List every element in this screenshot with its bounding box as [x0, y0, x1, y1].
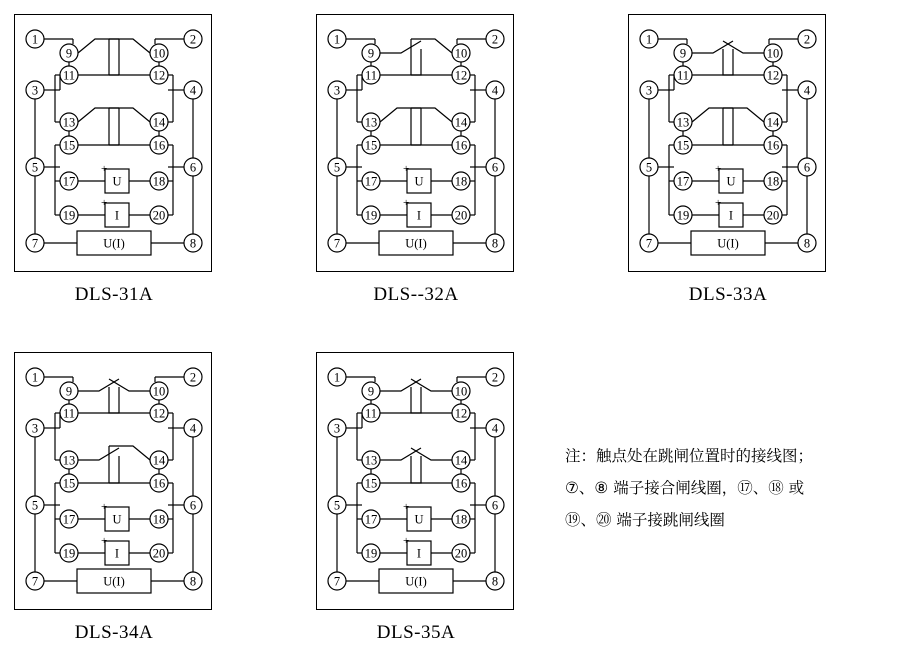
contact-pair-mid-right — [723, 108, 764, 145]
terminal-label-right-8: 8 — [491, 574, 499, 589]
terminal-label-right-4: 4 — [491, 83, 499, 98]
contact-pair-top-left — [692, 41, 733, 75]
relay-diagram-dls-31a — [14, 14, 214, 306]
relay-diagram-dls-35a — [316, 352, 516, 644]
terminal-label-right-20: 20 — [152, 546, 166, 561]
voltage-coil-label: U — [112, 512, 122, 527]
terminal-label-left-13: 13 — [62, 453, 76, 468]
terminal-label-right-16: 16 — [454, 476, 468, 491]
terminal-label-right-6: 6 — [491, 160, 499, 175]
terminal-label-right-18: 18 — [454, 512, 468, 527]
terminal-label-right-8: 8 — [491, 236, 499, 251]
terminal-label-left-13: 13 — [364, 115, 378, 130]
terminal-label-left-11: 11 — [364, 406, 378, 421]
terminal-label-right-10: 10 — [454, 384, 468, 399]
bottom-coil-label: U(I) — [103, 574, 125, 589]
terminal-label-right-2: 2 — [189, 370, 197, 385]
plus-sign-current: + — [101, 197, 108, 209]
contact-pair-mid-left — [692, 108, 733, 145]
terminal-label-left-15: 15 — [62, 138, 76, 153]
relay-panel-dls-32a — [316, 14, 514, 272]
terminal-label-left-7: 7 — [645, 236, 653, 251]
terminal-label-right-6: 6 — [189, 498, 197, 513]
terminal-label-right-14: 14 — [766, 115, 780, 130]
contact-pair-mid-right — [411, 108, 452, 145]
bottom-coil-label: U(I) — [405, 236, 427, 251]
terminal-label-right-14: 14 — [152, 115, 166, 130]
note-line-2: ⑦、⑧ 端子接合闸线圈，⑰、⑱ 或 — [565, 479, 805, 497]
terminal-label-right-12: 12 — [152, 68, 166, 83]
terminal-label-left-1: 1 — [31, 370, 39, 385]
plus-sign-voltage: + — [101, 163, 108, 175]
bottom-coil-label: U(I) — [103, 236, 125, 251]
contact-pair-mid-right — [109, 446, 150, 483]
contact-pair-mid-left — [380, 108, 421, 145]
note-line-1: 注：触点处在跳闸位置时的接线图； — [565, 447, 814, 465]
diagram-caption-dls-35a: DLS-35A — [376, 622, 456, 643]
contact-pair-top-right — [109, 39, 150, 75]
terminal-label-right-10: 10 — [152, 384, 166, 399]
terminal-label-right-2: 2 — [491, 370, 499, 385]
contact-pair-top-right — [411, 379, 452, 413]
terminal-label-right-4: 4 — [491, 421, 499, 436]
terminal-label-right-8: 8 — [803, 236, 811, 251]
plus-sign-voltage: + — [715, 163, 722, 175]
terminal-label-right-20: 20 — [454, 546, 468, 561]
note-line-3: ⑲、⑳ 端子接跳闸线圈 — [565, 511, 725, 529]
terminal-label-right-10: 10 — [454, 46, 468, 61]
terminal-label-right-14: 14 — [454, 115, 468, 130]
terminal-label-left-5: 5 — [31, 160, 39, 175]
terminal-label-left-3: 3 — [31, 421, 39, 436]
relay-diagram-dls-33a — [628, 14, 828, 306]
diagram-caption-dls-31a: DLS-31A — [74, 284, 154, 305]
contact-pair-top-left — [78, 39, 119, 75]
terminal-label-left-1: 1 — [333, 32, 341, 47]
plus-sign-voltage: + — [403, 163, 410, 175]
terminal-label-left-17: 17 — [364, 512, 378, 527]
terminal-label-left-15: 15 — [364, 476, 378, 491]
terminal-label-right-12: 12 — [454, 406, 468, 421]
terminal-label-right-18: 18 — [152, 512, 166, 527]
relay-panel-dls-33a — [628, 14, 826, 272]
terminal-label-right-14: 14 — [152, 453, 166, 468]
terminal-label-left-19: 19 — [364, 546, 378, 561]
current-coil-label: I — [416, 546, 422, 561]
contact-pair-mid-right — [411, 448, 452, 483]
terminal-label-left-15: 15 — [676, 138, 690, 153]
diagram-caption-dls-34a: DLS-34A — [74, 622, 154, 643]
terminal-label-left-3: 3 — [31, 83, 39, 98]
terminal-label-left-5: 5 — [645, 160, 653, 175]
terminal-label-left-13: 13 — [62, 115, 76, 130]
plus-sign-voltage: + — [403, 501, 410, 513]
terminal-label-left-3: 3 — [645, 83, 653, 98]
terminal-label-right-4: 4 — [189, 421, 197, 436]
voltage-coil-label: U — [112, 174, 122, 189]
current-coil-label: I — [728, 208, 734, 223]
terminal-label-left-3: 3 — [333, 421, 341, 436]
terminal-label-right-18: 18 — [454, 174, 468, 189]
contact-pair-top-left — [380, 41, 421, 75]
terminal-label-left-9: 9 — [679, 46, 687, 61]
contact-pair-top-left — [78, 379, 119, 413]
voltage-coil-label: U — [414, 512, 424, 527]
terminal-label-left-1: 1 — [645, 32, 653, 47]
terminal-label-right-12: 12 — [152, 406, 166, 421]
contact-pair-top-left — [380, 379, 421, 413]
terminal-label-right-18: 18 — [152, 174, 166, 189]
terminal-label-right-8: 8 — [189, 574, 197, 589]
contact-pair-top-right — [723, 41, 764, 75]
current-coil-label: I — [114, 546, 120, 561]
plus-sign-voltage: + — [101, 501, 108, 513]
bottom-coil-label: U(I) — [717, 236, 739, 251]
terminal-label-right-20: 20 — [766, 208, 780, 223]
terminal-label-left-3: 3 — [333, 83, 341, 98]
relay-diagram-dls-34a — [14, 352, 214, 644]
terminal-label-right-4: 4 — [803, 83, 811, 98]
note-block — [565, 440, 895, 536]
terminal-label-right-10: 10 — [766, 46, 780, 61]
current-coil-label: I — [114, 208, 120, 223]
terminal-label-right-6: 6 — [803, 160, 811, 175]
terminal-label-right-8: 8 — [189, 236, 197, 251]
terminal-label-left-17: 17 — [364, 174, 378, 189]
contact-pair-mid-right — [109, 108, 150, 145]
diagram-caption-dls-33a: DLS-33A — [688, 284, 768, 305]
terminal-label-left-5: 5 — [31, 498, 39, 513]
terminal-label-left-15: 15 — [62, 476, 76, 491]
terminal-label-right-20: 20 — [454, 208, 468, 223]
terminal-label-left-7: 7 — [31, 574, 39, 589]
terminal-label-right-12: 12 — [766, 68, 780, 83]
terminal-label-left-13: 13 — [676, 115, 690, 130]
current-coil-label: I — [416, 208, 422, 223]
voltage-coil-label: U — [726, 174, 736, 189]
terminal-label-left-5: 5 — [333, 498, 341, 513]
terminal-label-left-17: 17 — [62, 174, 76, 189]
diagram-caption-dls-32a: DLS--32A — [373, 284, 459, 305]
terminal-label-left-13: 13 — [364, 453, 378, 468]
terminal-label-right-6: 6 — [491, 498, 499, 513]
relay-diagram-dls-32a — [316, 14, 516, 306]
contact-pair-mid-left — [78, 448, 119, 483]
terminal-label-left-5: 5 — [333, 160, 341, 175]
terminal-label-left-15: 15 — [364, 138, 378, 153]
contact-pair-mid-left — [78, 108, 119, 145]
terminal-label-left-19: 19 — [62, 546, 76, 561]
bottom-coil-label: U(I) — [405, 574, 427, 589]
terminal-label-right-12: 12 — [454, 68, 468, 83]
terminal-label-right-2: 2 — [491, 32, 499, 47]
terminal-label-right-6: 6 — [189, 160, 197, 175]
plus-sign-current: + — [403, 535, 410, 547]
plus-sign-current: + — [715, 197, 722, 209]
terminal-label-right-2: 2 — [803, 32, 811, 47]
terminal-label-right-16: 16 — [152, 138, 166, 153]
terminal-label-left-9: 9 — [65, 46, 73, 61]
terminal-label-left-19: 19 — [364, 208, 378, 223]
terminal-label-left-11: 11 — [364, 68, 378, 83]
plus-sign-current: + — [403, 197, 410, 209]
plus-sign-current: + — [101, 535, 108, 547]
terminal-label-left-17: 17 — [676, 174, 690, 189]
terminal-label-right-2: 2 — [189, 32, 197, 47]
relay-panel-dls-35a — [316, 352, 514, 610]
terminal-label-left-19: 19 — [676, 208, 690, 223]
terminal-label-left-7: 7 — [333, 574, 341, 589]
terminal-label-right-16: 16 — [766, 138, 780, 153]
terminal-label-left-7: 7 — [333, 236, 341, 251]
terminal-label-right-4: 4 — [189, 83, 197, 98]
terminal-label-right-16: 16 — [454, 138, 468, 153]
terminal-label-right-20: 20 — [152, 208, 166, 223]
terminal-label-left-1: 1 — [31, 32, 39, 47]
contact-pair-top-right — [109, 379, 150, 413]
relay-panel-dls-31a — [14, 14, 212, 272]
terminal-label-right-14: 14 — [454, 453, 468, 468]
contact-pair-top-right — [411, 39, 452, 75]
terminal-label-right-18: 18 — [766, 174, 780, 189]
terminal-label-left-9: 9 — [367, 46, 375, 61]
terminal-label-right-16: 16 — [152, 476, 166, 491]
terminal-label-left-7: 7 — [31, 236, 39, 251]
terminal-label-left-1: 1 — [333, 370, 341, 385]
terminal-label-right-10: 10 — [152, 46, 166, 61]
terminal-label-left-11: 11 — [62, 406, 76, 421]
relay-panel-dls-34a — [14, 352, 212, 610]
terminal-label-left-9: 9 — [65, 384, 73, 399]
terminal-label-left-17: 17 — [62, 512, 76, 527]
terminal-label-left-11: 11 — [62, 68, 76, 83]
terminal-label-left-19: 19 — [62, 208, 76, 223]
terminal-label-left-11: 11 — [676, 68, 690, 83]
voltage-coil-label: U — [414, 174, 424, 189]
contact-pair-mid-left — [380, 448, 421, 483]
terminal-label-left-9: 9 — [367, 384, 375, 399]
